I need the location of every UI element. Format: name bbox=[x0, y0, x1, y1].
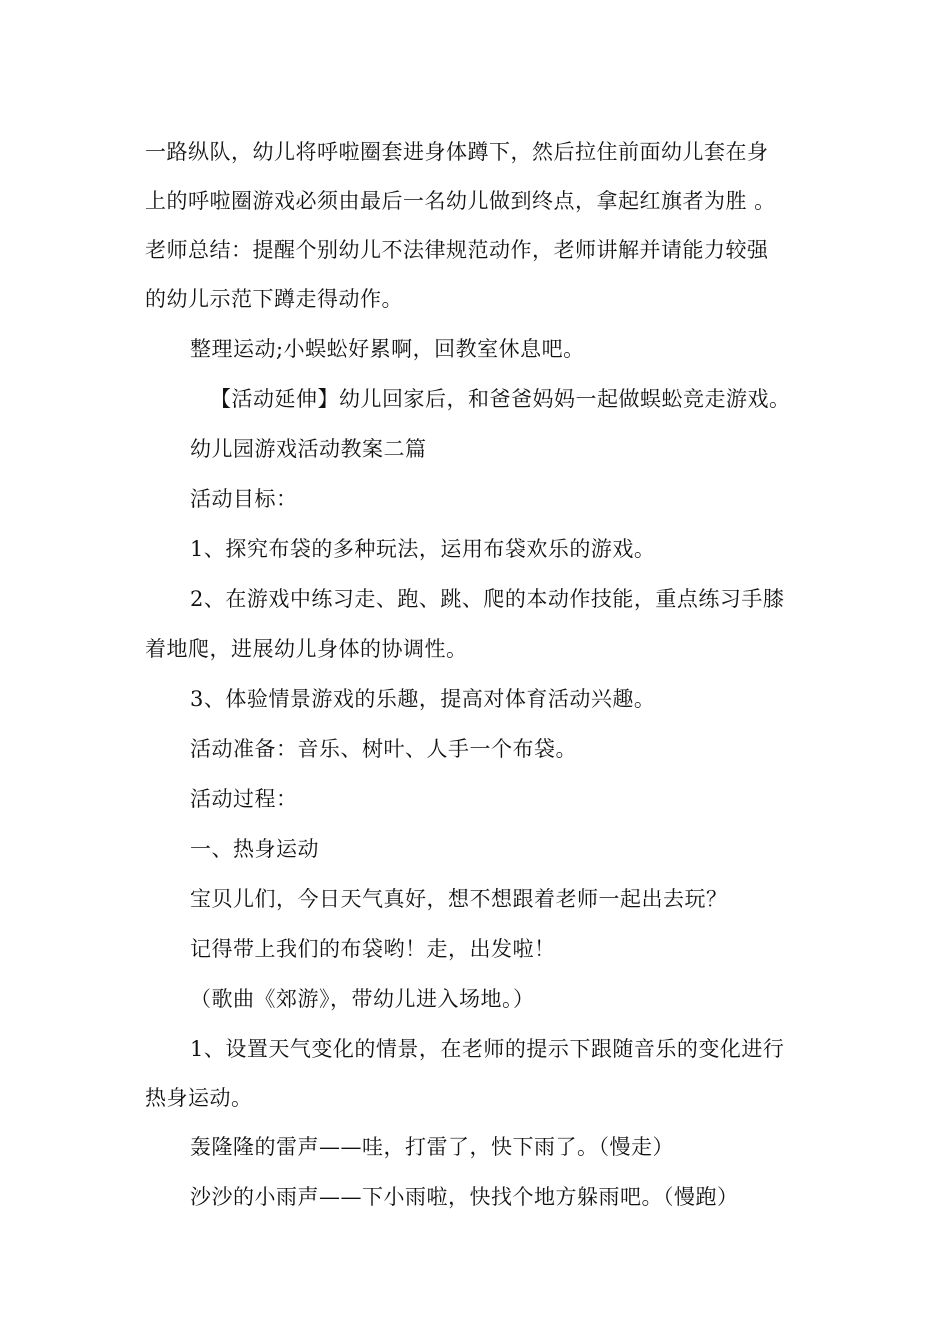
paragraph-line: 的幼儿示范下蹲走得动作。 bbox=[145, 287, 403, 311]
list-item: 1、探究布袋的多种玩法，运用布袋欢乐的游戏。 bbox=[190, 537, 656, 561]
paragraph-line: 轰隆隆的雷声——哇，打雷了，快下雨了。（慢走） bbox=[190, 1135, 674, 1159]
paragraph-line: 上的呼啦圈游戏必须由最后一名幼儿做到终点，拿起红旗者为胜 。 bbox=[145, 189, 776, 213]
paragraph-line: 着地爬，进展幼儿身体的协调性。 bbox=[145, 637, 468, 661]
paragraph-line: 【活动延伸】幼儿回家后，和爸爸妈妈一起做蜈蚣竞走游戏。 bbox=[210, 387, 791, 411]
paragraph-line: 一路纵队，幼儿将呼啦圈套进身体蹲下，然后拉住前面幼儿套在身 bbox=[145, 140, 769, 164]
paragraph-line: 整理运动;小蜈蚣好累啊，回教室休息吧。 bbox=[190, 337, 585, 361]
list-item: 2、在游戏中练习走、跑、跳、爬的本动作技能，重点练习手膝 bbox=[190, 587, 785, 611]
paragraph-line: （歌曲《郊游》，带幼儿进入场地。） bbox=[190, 987, 535, 1011]
paragraph-line: 热身运动。 bbox=[145, 1086, 253, 1110]
list-item: 3、体验情景游戏的乐趣，提高对体育活动兴趣。 bbox=[190, 687, 656, 711]
section-heading: 幼儿园游戏活动教案二篇 bbox=[190, 437, 427, 461]
paragraph-line: 沙沙的小雨声——下小雨啦，快找个地方躲雨吧。（慢跑） bbox=[190, 1185, 739, 1209]
paragraph-line: 老师总结：提醒个别幼儿不法律规范动作，老师讲解并请能力较强 bbox=[145, 238, 769, 262]
paragraph-line: 活动过程： bbox=[190, 787, 298, 811]
paragraph-line: 一、热身运动 bbox=[190, 837, 319, 861]
list-item: 1、设置天气变化的情景，在老师的提示下跟随音乐的变化进行 bbox=[190, 1037, 785, 1061]
paragraph-line: 活动准备：音乐、树叶、人手一个布袋。 bbox=[190, 737, 577, 761]
paragraph-line: 宝贝儿们，今日天气真好，想不想跟着老师一起出去玩？ bbox=[190, 887, 728, 911]
paragraph-line: 活动目标： bbox=[190, 487, 298, 511]
paragraph-line: 记得带上我们的布袋哟！走，出发啦！ bbox=[190, 937, 556, 961]
